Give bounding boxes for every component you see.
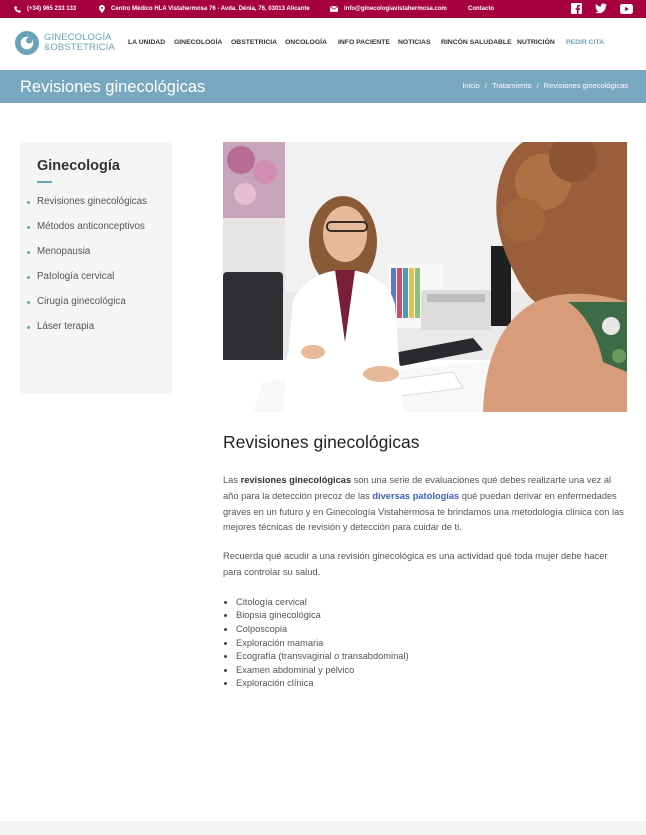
sidebar-title: Ginecología — [37, 158, 120, 174]
phone-link[interactable] — [14, 0, 76, 18]
diversas-patologias-link[interactable]: diversas patologías — [372, 490, 460, 501]
article — [223, 432, 627, 691]
sidebar-item-revisiones[interactable] — [37, 196, 172, 221]
bullet-icon — [27, 201, 30, 204]
sidebar-list — [37, 196, 172, 347]
breadcrumb-separator: / — [536, 81, 539, 90]
sidebar-item-label: Cirugía ginecológica — [37, 296, 126, 308]
consultation-photo — [223, 142, 627, 412]
address-text: Centro Médico HLA Vistahermosa 76 - Avda. Dénia, 76, 03013 Alicante — [111, 6, 310, 12]
sidebar-item-label: Métodos anticonceptivos — [37, 220, 145, 232]
address-item — [99, 0, 310, 18]
phone-icon — [14, 6, 21, 13]
sidebar-item-label: Revisiones ginecológicas — [37, 195, 148, 207]
list-item: Biopsia ginecológica — [223, 609, 627, 623]
sidebar-item-patologia[interactable] — [37, 271, 172, 296]
breadcrumb-tratamiento[interactable]: Tratamiento — [491, 81, 532, 90]
top-bar — [0, 0, 646, 18]
bullet-icon — [27, 301, 30, 304]
logo-line-1: GINECOLOGÍA — [44, 32, 112, 43]
list-item: Exploración clínica — [223, 677, 627, 691]
page-title-band — [0, 70, 646, 103]
sidebar-menu — [20, 142, 172, 394]
email-link[interactable] — [330, 0, 447, 18]
site-header — [0, 18, 646, 70]
breadcrumb — [462, 81, 628, 90]
bullet-icon — [27, 326, 30, 329]
sidebar-item-menopausia[interactable] — [37, 246, 172, 271]
list-item: Ecografía (transvaginal o transabdominal) — [223, 650, 627, 664]
bullet-icon — [27, 251, 30, 254]
intro-text: Las — [223, 475, 241, 485]
sidebar-item-laser[interactable] — [37, 321, 172, 346]
envelope-icon — [330, 6, 338, 12]
sidebar-item-label: Menopausia — [37, 245, 91, 257]
nav-item-ginecologia[interactable]: GINECOLOGÍA — [174, 39, 223, 46]
intro-text: son una serie de evaluaciones qué debes realizarte una vez al año para la detección precoz de las — [223, 475, 612, 501]
nav-item-info-paciente[interactable]: INFO PACIENTE — [338, 39, 390, 46]
nav-item-noticias[interactable]: NOTICIAS — [398, 39, 431, 46]
sidebar-title-underline — [37, 181, 52, 183]
nav-item-la-unidad[interactable]: LA UNIDAD — [128, 39, 166, 46]
youtube-icon[interactable] — [620, 4, 633, 14]
breadcrumb-home[interactable]: Inicio — [462, 81, 480, 90]
nav-item-oncologia[interactable]: ONCOLOGÍA — [285, 39, 327, 46]
list-item: Exploración mamaria — [223, 637, 627, 651]
list-item: Citología cervical — [223, 596, 627, 610]
sidebar-item-label: Láser terapia — [37, 321, 95, 333]
footer-strip — [0, 821, 646, 835]
nav-item-rincon-saludable[interactable]: RINCÓN SALUDABLE — [441, 39, 512, 46]
nav-item-nutricion[interactable]: NUTRICIÓN — [517, 39, 555, 46]
logo-mark-icon — [15, 31, 39, 55]
list-item: Colposcopia — [223, 623, 627, 637]
contact-link[interactable] — [468, 0, 494, 18]
intro-bold-term: revisiones ginecológicas — [240, 475, 352, 485]
email-text: info@ginecologiavistahermosa.com — [344, 6, 447, 12]
contact-text: Contacto — [468, 6, 494, 12]
map-pin-icon — [99, 5, 105, 13]
article-intro — [223, 473, 627, 536]
logo-text — [44, 33, 115, 53]
sidebar-item-cirugia[interactable] — [37, 296, 172, 321]
exam-list — [223, 596, 627, 691]
breadcrumb-current: Revisiones ginecológicas — [543, 81, 628, 90]
sidebar-item-label: Patología cervical — [37, 271, 115, 283]
twitter-icon[interactable] — [595, 3, 607, 14]
bullet-icon — [27, 226, 30, 229]
article-reminder: Recuerda qué acudir a una revisión ginecológica es una actividad qué toda mujer debe hacer para controlar su salud. — [223, 551, 608, 577]
sidebar-item-metodos[interactable] — [37, 221, 172, 246]
facebook-icon[interactable] — [571, 3, 582, 14]
nav-item-pedir-cita[interactable]: PEDIR CITA — [566, 39, 605, 46]
list-item: Examen abdominal y pélvico — [223, 664, 627, 678]
intro-text: qué puedan derivar en enfermedades graves en un futuro y en Ginecología Vistahermosa te brindamos una metodología clínica con las mejores técnicas de revisión y detección para cuidar de ti. — [223, 490, 624, 533]
page-title: Revisiones ginecológicas — [20, 78, 206, 96]
site-logo[interactable] — [15, 31, 115, 55]
logo-line-2: &OBSTETRICIA — [44, 42, 115, 53]
bullet-icon — [27, 276, 30, 279]
phone-text: (+34) 965 233 133 — [27, 6, 77, 12]
breadcrumb-separator: / — [484, 81, 487, 90]
article-title: Revisiones ginecológicas — [223, 432, 420, 452]
doctor-patient-illustration — [223, 142, 627, 412]
nav-item-obstetricia[interactable]: OBSTETRICIA — [231, 39, 278, 46]
